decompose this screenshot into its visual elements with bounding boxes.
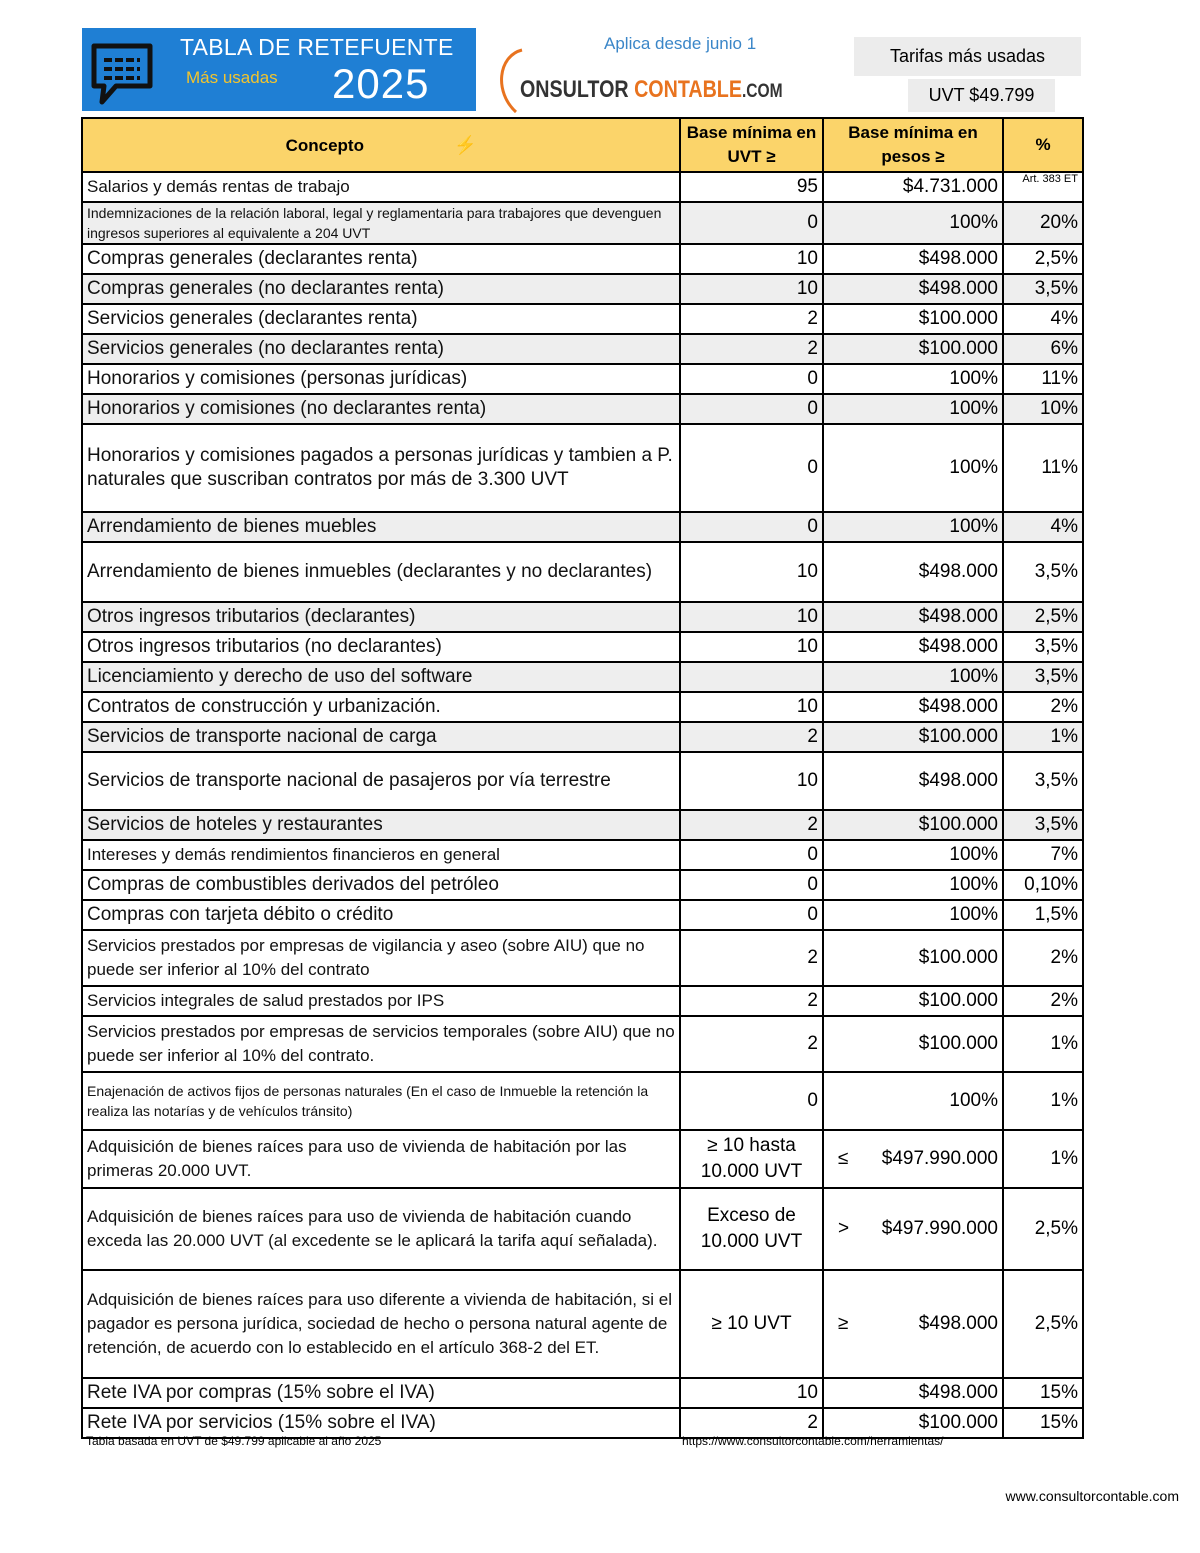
cell-base-pesos: 100% [823, 870, 1003, 900]
cell-concepto: Servicios generales (declarantes renta) [82, 304, 680, 334]
footer-link[interactable]: https://www.consultorcontable.com/herramientas/ [682, 1434, 944, 1448]
cell-base-pesos: $100.000 [823, 722, 1003, 752]
cell-percent: 1% [1003, 1130, 1083, 1188]
cell-percent: Art. 383 ET [1003, 172, 1083, 202]
cell-base-uvt: 0 [680, 202, 823, 244]
table-row [82, 632, 1083, 662]
table-row [82, 810, 1083, 840]
cell-base-uvt: 95 [680, 172, 823, 202]
cell-base-uvt: 2 [680, 986, 823, 1016]
cell-concepto: Enajenación de activos fijos de personas naturales (En el caso de Inmueble la retención la realiza las notarías y de vehículos tránsito) [82, 1072, 680, 1130]
cell-base-pesos [823, 1188, 1003, 1270]
cell-concepto: Contratos de construcción y urbanización. [82, 692, 680, 722]
cell-percent: 11% [1003, 424, 1083, 512]
table-row [82, 304, 1083, 334]
cell-base-uvt: 2 [680, 1408, 823, 1438]
cell-concepto: Servicios de transporte nacional de pasajeros por vía terrestre [82, 752, 680, 810]
cell-concepto: Servicios prestados por empresas de vigilancia y aseo (sobre AIU) que no puede ser inferior al 10% del contrato [82, 930, 680, 986]
table-row [82, 1270, 1083, 1378]
cell-percent: 3,5% [1003, 752, 1083, 810]
cell-base-pesos: $100.000 [823, 1016, 1003, 1072]
cell-base-uvt: 2 [680, 1016, 823, 1072]
cell-base-pesos: $4.731.000 [823, 172, 1003, 202]
table-row [82, 692, 1083, 722]
footer-note: Tabla basada en UVT de $49.799 aplicable al año 2025 [86, 1434, 382, 1448]
cell-percent: 11% [1003, 364, 1083, 394]
table-row [82, 900, 1083, 930]
cell-base-pesos: $100.000 [823, 304, 1003, 334]
cell-base-uvt: 0 [680, 394, 823, 424]
table-row [82, 840, 1083, 870]
lightbulb-icon: ⚡ [453, 134, 477, 155]
cell-concepto: Arrendamiento de bienes muebles [82, 512, 680, 542]
table-row [82, 334, 1083, 364]
cell-base-uvt: 0 [680, 512, 823, 542]
cell-percent: 6% [1003, 334, 1083, 364]
cell-base-uvt: 10 [680, 1378, 823, 1408]
header-concepto: Concepto ⚡ [82, 118, 680, 172]
cell-base-pesos: $498.000 [823, 692, 1003, 722]
cell-base-uvt: 0 [680, 840, 823, 870]
cell-base-pesos [823, 1270, 1003, 1378]
header-percent: % [1003, 118, 1083, 172]
cell-base-uvt: 10 [680, 602, 823, 632]
table-row [82, 1378, 1083, 1408]
cell-base-pesos: 100% [823, 1072, 1003, 1130]
cell-concepto: Compras de combustibles derivados del petróleo [82, 870, 680, 900]
uvt-value: UVT $49.799 [908, 79, 1055, 112]
comparison-symbol: > [838, 1218, 850, 1239]
cell-percent: 2,5% [1003, 1270, 1083, 1378]
cell-base-uvt: 0 [680, 364, 823, 394]
cell-percent: 20% [1003, 202, 1083, 244]
banner-year: 2025 [332, 60, 430, 107]
table-row [82, 722, 1083, 752]
cell-percent: 2% [1003, 986, 1083, 1016]
cell-percent: 1% [1003, 1072, 1083, 1130]
cell-base-pesos: $498.000 [823, 244, 1003, 274]
footer-site[interactable]: www.consultorcontable.com [1005, 1488, 1179, 1504]
cell-percent: 2,5% [1003, 244, 1083, 274]
chat-bubble-icon [90, 40, 154, 106]
cell-base-uvt: 0 [680, 424, 823, 512]
cell-base-uvt: 10 [680, 692, 823, 722]
cell-base-uvt: 2 [680, 722, 823, 752]
table-row [82, 542, 1083, 602]
cell-base-pesos: 100% [823, 364, 1003, 394]
banner-title: TABLA DE RETEFUENTE [180, 34, 454, 60]
cell-base-uvt: 10 [680, 752, 823, 810]
table-row [82, 870, 1083, 900]
cell-percent: 2% [1003, 692, 1083, 722]
tarifas-label: Tarifas más usadas [854, 37, 1081, 76]
cell-base-uvt: 2 [680, 304, 823, 334]
banner-subtitle: Más usadas [186, 68, 278, 87]
cell-base-pesos: $498.000 [823, 602, 1003, 632]
pesos-value: $497.990.000 [881, 1148, 998, 1169]
brand-wordmark: ONSULTOR CONTABLE.COM [520, 76, 783, 103]
cell-percent: 7% [1003, 840, 1083, 870]
table-row [82, 1130, 1083, 1188]
cell-base-uvt: 10 [680, 244, 823, 274]
cell-base-pesos: $100.000 [823, 930, 1003, 986]
cell-concepto: Honorarios y comisiones (personas jurídicas) [82, 364, 680, 394]
cell-base-uvt: 10 [680, 542, 823, 602]
table-row [82, 394, 1083, 424]
comparison-symbol: ≥ [838, 1313, 849, 1334]
cell-concepto: Otros ingresos tributarios (no declarantes) [82, 632, 680, 662]
cell-percent: 3,5% [1003, 542, 1083, 602]
table-row [82, 244, 1083, 274]
table-row [82, 752, 1083, 810]
cell-base-pesos: $100.000 [823, 986, 1003, 1016]
cell-base-pesos: 100% [823, 840, 1003, 870]
pesos-value: $497.990.000 [881, 1218, 998, 1239]
cell-base-pesos: $498.000 [823, 274, 1003, 304]
table-row [82, 1072, 1083, 1130]
cell-concepto: Servicios integrales de salud prestados por IPS [82, 986, 680, 1016]
header-base-uvt: Base mínima en UVT ≥ [680, 118, 823, 172]
cell-percent: 0,10% [1003, 870, 1083, 900]
cell-base-pesos: $100.000 [823, 334, 1003, 364]
cell-concepto: Adquisición de bienes raíces para uso diferente a vivienda de habitación, si el pagador es persona jurídica, sociedad de hecho o persona natural agente de retención, de acuerdo con lo establecido en el artículo 368-2 del ET. [82, 1270, 680, 1378]
cell-base-uvt: 0 [680, 1072, 823, 1130]
cell-percent: 15% [1003, 1378, 1083, 1408]
cell-base-pesos: $498.000 [823, 752, 1003, 810]
pesos-value: $498.000 [918, 1313, 998, 1334]
cell-percent: 2% [1003, 930, 1083, 986]
cell-base-pesos: 100% [823, 662, 1003, 692]
cell-base-pesos: 100% [823, 900, 1003, 930]
cell-base-pesos [823, 1130, 1003, 1188]
cell-percent: 1% [1003, 722, 1083, 752]
table-row [82, 662, 1083, 692]
cell-base-uvt [680, 662, 823, 692]
cell-base-uvt: ≥ 10 hasta 10.000 UVT [680, 1130, 823, 1188]
table-row [82, 274, 1083, 304]
cell-concepto: Otros ingresos tributarios (declarantes) [82, 602, 680, 632]
cell-percent: 10% [1003, 394, 1083, 424]
cell-base-pesos: 100% [823, 512, 1003, 542]
cell-base-uvt: Exceso de 10.000 UVT [680, 1188, 823, 1270]
cell-concepto: Honorarios y comisiones (no declarantes renta) [82, 394, 680, 424]
cell-percent: 15% [1003, 1408, 1083, 1438]
cell-base-uvt: 2 [680, 930, 823, 986]
cell-concepto: Compras con tarjeta débito o crédito [82, 900, 680, 930]
cell-concepto: Licenciamiento y derecho de uso del software [82, 662, 680, 692]
cell-percent: 1,5% [1003, 900, 1083, 930]
header-base-pesos: Base mínima en pesos ≥ [823, 118, 1003, 172]
cell-concepto: Honorarios y comisiones pagados a personas jurídicas y tambien a P. naturales que suscriban contratos por más de 3.300 UVT [82, 424, 680, 512]
cell-concepto: Compras generales (declarantes renta) [82, 244, 680, 274]
cell-base-uvt: 2 [680, 334, 823, 364]
cell-base-pesos: $100.000 [823, 810, 1003, 840]
cell-base-pesos: $498.000 [823, 542, 1003, 602]
table-row [82, 602, 1083, 632]
cell-percent: 4% [1003, 304, 1083, 334]
comparison-symbol: ≤ [838, 1148, 849, 1169]
cell-base-uvt: 0 [680, 900, 823, 930]
cell-percent: 2,5% [1003, 602, 1083, 632]
table-row [82, 1188, 1083, 1270]
brand-logo [492, 46, 792, 116]
cell-base-pesos: 100% [823, 424, 1003, 512]
cell-percent: 3,5% [1003, 632, 1083, 662]
cell-concepto: Rete IVA por compras (15% sobre el IVA) [82, 1378, 680, 1408]
table-row [82, 172, 1083, 202]
cell-concepto: Indemnizaciones de la relación laboral, legal y reglamentaria para trabajores que devenguen ingresos superiores al equivalente a 204 UVT [82, 202, 680, 244]
table-row [82, 512, 1083, 542]
cell-base-pesos: 100% [823, 394, 1003, 424]
title-banner [82, 28, 476, 111]
cell-concepto: Arrendamiento de bienes inmuebles (declarantes y no declarantes) [82, 542, 680, 602]
cell-base-pesos: $498.000 [823, 1378, 1003, 1408]
cell-base-pesos: $498.000 [823, 632, 1003, 662]
cell-percent: 1% [1003, 1016, 1083, 1072]
cell-base-pesos: $100.000 [823, 1408, 1003, 1438]
cell-concepto: Rete IVA por servicios (15% sobre el IVA) [82, 1408, 680, 1438]
cell-base-uvt: 10 [680, 274, 823, 304]
cell-base-uvt: ≥ 10 UVT [680, 1270, 823, 1378]
cell-concepto: Adquisición de bienes raíces para uso de vivienda de habitación cuando exceda las 20.000 UVT (al excedente se le aplicará la tarifa aquí señalada). [82, 1188, 680, 1270]
table-row [82, 986, 1083, 1016]
cell-concepto: Intereses y demás rendimientos financieros en general [82, 840, 680, 870]
cell-concepto: Servicios de transporte nacional de carga [82, 722, 680, 752]
cell-percent: 3,5% [1003, 810, 1083, 840]
cell-percent: 3,5% [1003, 274, 1083, 304]
cell-concepto: Servicios generales (no declarantes renta) [82, 334, 680, 364]
table-body [82, 172, 1083, 1438]
table-row [82, 424, 1083, 512]
cell-base-uvt: 0 [680, 870, 823, 900]
cell-percent: 3,5% [1003, 662, 1083, 692]
cell-base-pesos: 100% [823, 202, 1003, 244]
cell-concepto: Salarios y demás rentas de trabajo [82, 172, 680, 202]
cell-base-uvt: 2 [680, 810, 823, 840]
cell-percent: 2,5% [1003, 1188, 1083, 1270]
cell-concepto: Compras generales (no declarantes renta) [82, 274, 680, 304]
applies-date: Aplica desde junio 1 [604, 34, 757, 53]
cell-base-uvt: 10 [680, 632, 823, 662]
table-row [82, 1016, 1083, 1072]
cell-percent: 4% [1003, 512, 1083, 542]
table-row [82, 930, 1083, 986]
table-row [82, 364, 1083, 394]
cell-concepto: Servicios prestados por empresas de servicios temporales (sobre AIU) que no puede ser inferior al 10% del contrato. [82, 1016, 680, 1072]
retefuente-table [81, 117, 1084, 1439]
cell-concepto: Adquisición de bienes raíces para uso de vivienda de habitación por las primeras 20.000 UVT. [82, 1130, 680, 1188]
table-row [82, 202, 1083, 244]
cell-concepto: Servicios de hoteles y restaurantes [82, 810, 680, 840]
